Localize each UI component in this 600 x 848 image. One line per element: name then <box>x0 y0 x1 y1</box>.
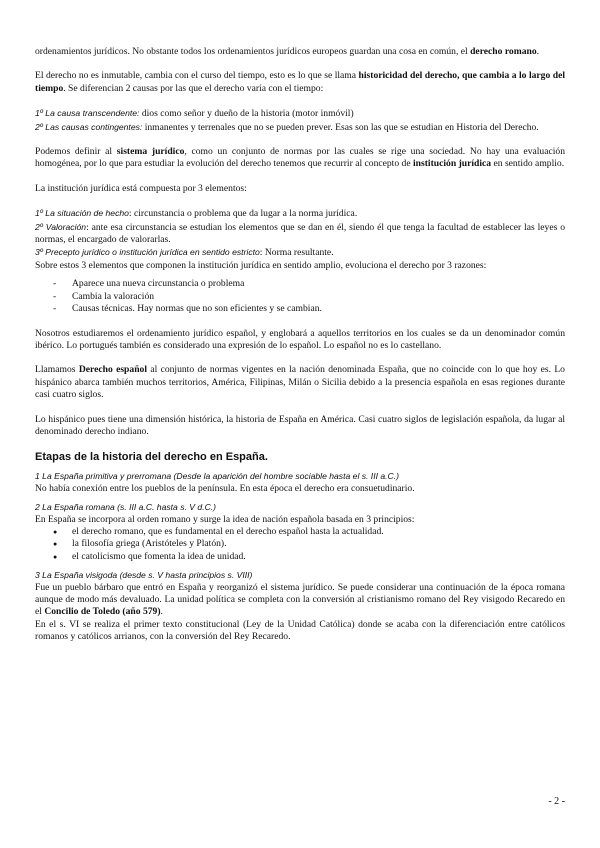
list-item: ● el derecho romano, que es fundamental en el derecho español hasta la actualidad. <box>53 525 384 537</box>
cause-contingentes: 2º Las causas contingentes: inmanentes y terrenales que no se pueden prever. Esas son las que se estudian en Historia del Derecho. <box>35 121 539 133</box>
stage3-title: 3 La España visigoda (desde s. V hasta principios s. VIII) <box>35 570 253 581</box>
stage2-text: En España se incorpora al orden romano y surge la idea de nación española basada en 3 principios: <box>35 513 415 525</box>
paragraph-historicidad: El derecho no es inmutable, cambia con el curso del tiempo, esto es lo que se llama historicidad del derecho, que cambia a lo largo del tiempo. Se diferencian 2 causas por las que el derecho varía con el tiempo: <box>35 70 566 94</box>
list-item: ● el catolicismo que fomenta la idea de unidad. <box>53 550 246 562</box>
paragraph-institucion: La institución jurídica está compuesta por 3 elementos: <box>35 182 247 194</box>
paragraph-hispanico: Lo hispánico pues tiene una dimensión histórica, la historia de España en América. Casi cuatro siglos de legislación española, da lugar al denominado derecho indiano. <box>35 413 565 437</box>
element-situacion: 1º La situación de hecho: circunstancia o problema que da lugar a la norma jurídica. <box>35 208 358 220</box>
list-item: - Cambia la valoración <box>53 290 155 302</box>
paragraph-ordenamiento-espanol: Nosotros estudiaremos el ordenamiento jurídico español, y englobará a aquellos territorios en los cuales se da un denominador común ibérico. Lo portugués también es considerado una expresión de lo español. Lo español no es lo castellano. <box>35 327 565 351</box>
stage3-text-2: En el s. VI se realiza el primer texto constitucional (Ley de la Unidad Católica) donde se acaba con la diferenciación entre católicos romanos y católicos arrianos, con la conversión del Rey Recaredo. <box>35 618 565 643</box>
list-item: - Aparece una nueva circunstancia o problema <box>53 278 245 290</box>
page-number: - 2 - <box>548 796 565 807</box>
paragraph-derecho-romano: ordenamientos jurídicos. No obstante todos los ordenamientos jurídicos europeos guardan una cosa en común, el derecho romano. <box>35 46 540 57</box>
stage1-text: No había conexión entre los pueblos de la península. En esta época el derecho era consuetudinario. <box>35 482 415 494</box>
stage3-text: Fue un pueblo bárbaro que entró en España y reorganizó el sistema jurídico. Se puede considerar una continuación de la época romana aunque de modo más devaluado. La unidad política se completa con la conversión al cristianismo romano del Rey visigodo Recaredo en el Concilio de Toledo (año 579). <box>35 581 565 618</box>
cause-transcendente: 1º La causa transcendente: dios como señor y dueño de la historia (motor inmóvil) <box>35 108 354 120</box>
paragraph-razones: Sobre estos 3 elementos que componen la institución jurídica en sentido amplio, evoluciona el derecho por 3 razones: <box>35 259 487 271</box>
stage2-title: 2 La España romana (s. III a.C. hasta s. V d.C.) <box>35 502 217 513</box>
stages-heading: Etapas de la historia del derecho en España. <box>35 451 268 464</box>
reasons-list <box>35 278 565 315</box>
document-page <box>35 46 565 644</box>
stage2-bullets <box>35 526 565 563</box>
paragraph-derecho-espanol: Llamamos Derecho español al conjunto de normas vigentes en la nación denominada España, que no coincide con lo que hoy es. Lo hispánico abarca también muchos territorios, América, Filipinas, Milán o Sicilia debido a la presencia española en esas regiones durante casi cuatro siglos. <box>35 364 565 401</box>
list-item: ● la filosofía griega (Aristóteles y Platón). <box>53 538 227 550</box>
element-precepto: 3º Precepto jurídico o institución jurídica en sentido estricto: Norma resultante. <box>35 247 334 259</box>
list-item: - Causas técnicas. Hay normas que no son eficientes y se cambian. <box>53 303 322 315</box>
element-valoracion: 2º Valoración: ante esa circunstancia se estudian los elementos que se dan en él, siendo él que tenga la facultad de establecer las leyes o normas, el encargado de valorarlas. <box>35 221 565 246</box>
paragraph-sistema-juridico: Podemos definir al sistema jurídico, como un conjunto de normas por las cuales se rige una sociedad. No hay una evaluación homogénea, por lo que para estudiar la evolución del derecho tenemos que recurrir al concepto de institución jurídica en sentido amplio. <box>35 146 565 170</box>
stage1-title: 1 La España primitiva y prerromana (Desde la aparición del hombre sociable hasta el s. III a.C.) <box>35 471 399 482</box>
